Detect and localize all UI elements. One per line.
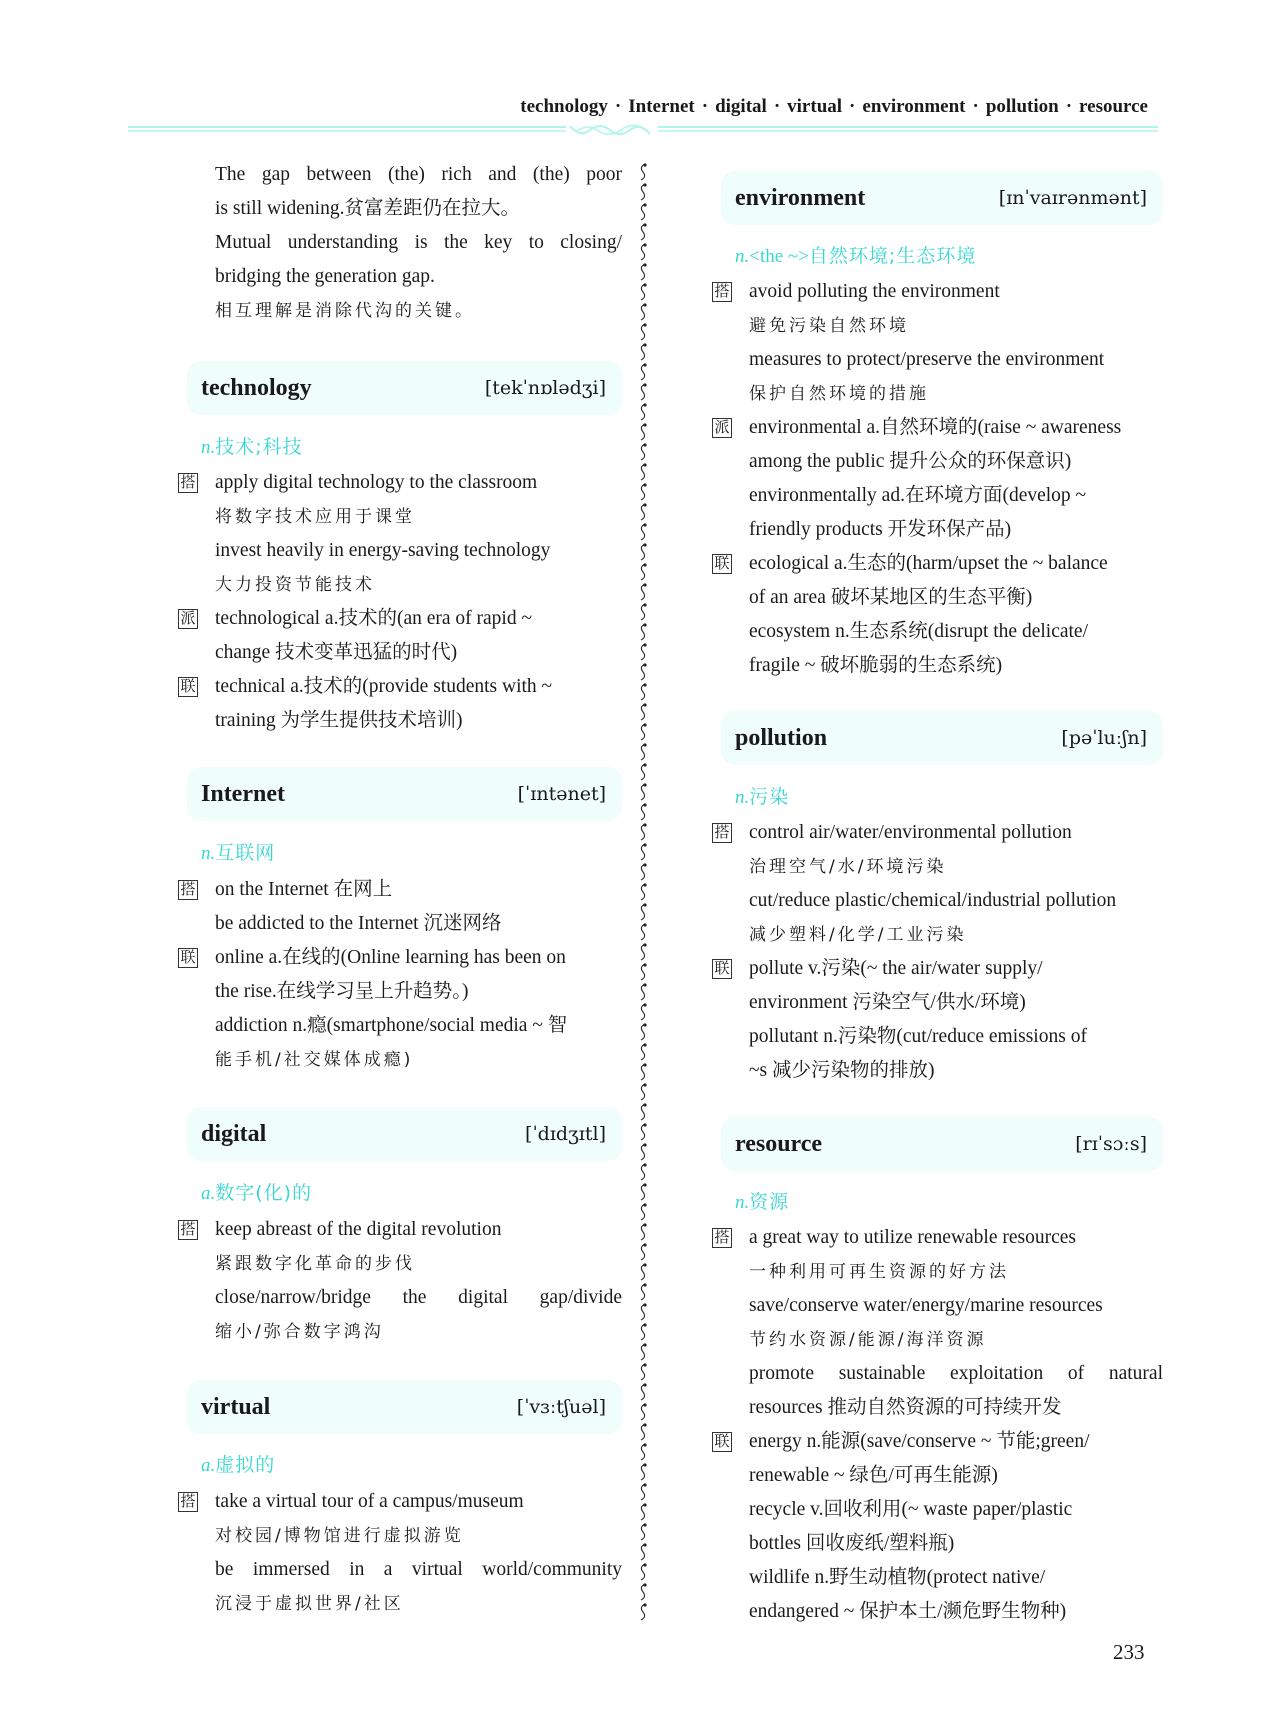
- collocation-translation: 避免污染自然环境: [749, 316, 909, 336]
- tag-related-icon: 联: [712, 1432, 732, 1452]
- related-line: wildlife n.野生动植物(protect native/: [749, 1567, 1046, 1588]
- entry-body-pollution: [714, 816, 1163, 1088]
- part-of-speech: [201, 432, 303, 462]
- example-line: is still widening.贫富差距仍在拉大。: [215, 198, 520, 219]
- tag-derivative-icon: 派: [178, 609, 198, 629]
- example-translation: 相互理解是消除代沟的关键。: [215, 301, 475, 321]
- derivative-line: 派 technological a.技术的(an era of rapid ~: [187, 602, 622, 636]
- related-line: 能手机/社交媒体成瘾): [215, 1050, 414, 1070]
- continuation-examples: [187, 158, 622, 328]
- definition: 数字(化)的: [215, 1182, 313, 1204]
- related-line: bottles 回收废纸/塑料瓶): [749, 1533, 955, 1554]
- tag-collocation-icon: 搭: [178, 1492, 198, 1512]
- phonetic: [ɪnˈvaɪrənmənt]: [998, 187, 1147, 209]
- collocation-line: 搭 apply digital technology to the classroom: [187, 466, 622, 500]
- running-head-word: technology: [520, 96, 608, 117]
- part-of-speech: [201, 1178, 312, 1208]
- entry-header-pollution: [721, 711, 1163, 765]
- related-line: 联 technical a.技术的(provide students with ~: [187, 670, 622, 704]
- derivative-line: among the public 提升公众的环保意识): [749, 451, 1072, 472]
- collocation-line: measures to protect/preserve the environment: [749, 349, 1105, 370]
- collocation-translation: 缩小/弥合数字鸿沟: [215, 1322, 384, 1342]
- phonetic: [tekˈnɒlədʒi]: [484, 377, 606, 399]
- separator: ·: [701, 96, 709, 117]
- definition: 互联网: [215, 842, 276, 864]
- separator: ·: [1065, 96, 1073, 117]
- phonetic: [ˈɪntənet]: [517, 783, 606, 805]
- collocation-translation: 紧跟数字化革命的步伐: [215, 1254, 415, 1274]
- collocation-line: 搭 take a virtual tour of a campus/museum: [187, 1485, 622, 1519]
- part-of-speech: [735, 241, 976, 271]
- collocation-translation: 节约水资源/能源/海洋资源: [749, 1330, 987, 1350]
- derivative-line: environmentally ad.在环境方面(develop ~: [749, 485, 1087, 506]
- related-line: ecosystem n.生态系统(disrupt the delicate/: [749, 621, 1089, 642]
- collocation-translation: 大力投资节能技术: [215, 575, 375, 595]
- tag-collocation-icon: 搭: [178, 473, 198, 493]
- pos-label: n.: [201, 437, 216, 458]
- derivative-line: change 技术变革迅猛的时代): [215, 642, 458, 663]
- collocation-translation: 对校园/博物馆进行虚拟游览: [215, 1526, 464, 1546]
- example-line: Mutual understanding is the key to closing/: [215, 232, 622, 253]
- separator: ·: [849, 96, 856, 117]
- running-head-word: environment: [862, 96, 966, 117]
- running-head-word: digital: [715, 96, 767, 117]
- related-line: fragile ~ 破坏脆弱的生态系统): [749, 655, 1003, 676]
- collocation-translation: 保护自然环境的措施: [749, 384, 929, 404]
- entry-body-virtual: [180, 1485, 622, 1621]
- related-line: environment 污染空气/供水/环境): [749, 992, 1026, 1013]
- pos-label: a.: [201, 1183, 216, 1204]
- collocation-line: invest heavily in energy-saving technology: [215, 540, 551, 561]
- headword: Internet: [201, 780, 285, 807]
- collocation-translation: 减少塑料/化学/工业污染: [749, 925, 967, 945]
- pos-note: <the ~>: [749, 246, 809, 267]
- headword: pollution: [735, 724, 828, 751]
- related-line: the rise.在线学习呈上升趋势。): [215, 981, 469, 1002]
- part-of-speech: [201, 1450, 275, 1480]
- entry-header-internet: [187, 767, 622, 821]
- entry-header-resource: [721, 1117, 1163, 1171]
- related-line: 联 energy n.能源(save/conserve ~ 节能;green/: [721, 1425, 1163, 1459]
- related-line: pollutant n.污染物(cut/reduce emissions of: [749, 1026, 1087, 1047]
- collocation-translation: 将数字技术应用于课堂: [215, 507, 415, 527]
- collocation-translation: 治理空气/水/环境污染: [749, 857, 947, 877]
- related-line: 联 pollute v.污染(~ the air/water supply/: [721, 952, 1163, 986]
- entry-header-environment: [721, 171, 1163, 225]
- pos-label: n.: [735, 787, 750, 808]
- related-line: renewable ~ 绿色/可再生能源): [749, 1465, 998, 1486]
- tag-collocation-icon: 搭: [712, 282, 732, 302]
- related-line: 联 online a.在线的(Online learning has been on: [187, 941, 622, 975]
- related-line: recycle v.回收利用(~ waste paper/plastic: [749, 1499, 1073, 1520]
- collocation-line: 搭 a great way to utilize renewable resources: [721, 1221, 1163, 1255]
- tag-derivative-icon: 派: [712, 418, 732, 438]
- headword: resource: [735, 1130, 823, 1157]
- definition: 技术;科技: [215, 436, 303, 458]
- tag-related-icon: 联: [178, 948, 198, 968]
- pos-label: n.: [735, 246, 750, 267]
- collocation-line: cut/reduce plastic/chemical/industrial pollution: [749, 890, 1117, 911]
- phonetic: [ˈvɜːtʃuəl]: [516, 1396, 606, 1418]
- part-of-speech: [735, 1187, 789, 1217]
- related-line: ~s 减少污染物的排放): [749, 1060, 935, 1081]
- running-head-word: pollution: [985, 96, 1059, 117]
- pos-label: a.: [201, 1455, 216, 1476]
- tag-collocation-icon: 搭: [712, 1228, 732, 1248]
- definition: 资源: [749, 1191, 790, 1213]
- running-head-word: Internet: [628, 96, 695, 117]
- entry-body-internet: [180, 873, 622, 1077]
- running-head-word: resource: [1079, 96, 1148, 117]
- entry-body-technology: [180, 466, 622, 738]
- collocation-line: resources 推动自然资源的可持续开发: [749, 1397, 1062, 1418]
- phonetic: [rɪˈsɔːs]: [1075, 1133, 1147, 1155]
- entry-header-technology: [187, 361, 622, 415]
- entry-body-resource: [714, 1221, 1163, 1629]
- tag-related-icon: 联: [712, 554, 732, 574]
- phonetic: [ˈdɪdʒɪtl]: [525, 1123, 606, 1145]
- collocation-line: 搭 avoid polluting the environment: [721, 275, 1163, 309]
- collocation-translation: 沉浸于虚拟世界/社区: [215, 1594, 404, 1614]
- entry-body-digital: [180, 1213, 622, 1349]
- tag-collocation-icon: 搭: [712, 823, 732, 843]
- running-head: [520, 96, 1148, 118]
- related-line: 联 ecological a.生态的(harm/upset the ~ balance: [721, 547, 1163, 581]
- tag-related-icon: 联: [712, 959, 732, 979]
- derivative-line: friendly products 开发环保产品): [749, 519, 1012, 540]
- collocation-line: save/conserve water/energy/marine resources: [749, 1295, 1103, 1316]
- definition: 污染: [749, 786, 790, 808]
- entry-header-virtual: [187, 1380, 622, 1434]
- collocation-translation: 一种利用可再生资源的好方法: [749, 1262, 1009, 1282]
- derivative-line: 派 environmental a.自然环境的(raise ~ awareness: [721, 411, 1163, 445]
- collocation-line: 搭 control air/water/environmental pollution: [721, 816, 1163, 850]
- related-line: training 为学生提供技术培训): [215, 710, 463, 731]
- definition: 虚拟的: [215, 1454, 276, 1476]
- collocation-line: promote sustainable exploitation of natural: [749, 1363, 1163, 1384]
- example-line: The gap between (the) rich and (the) poor: [215, 164, 622, 185]
- headword: virtual: [201, 1393, 271, 1420]
- phonetic: [pəˈluːʃn]: [1061, 727, 1147, 749]
- collocation-line: close/narrow/bridge the digital gap/divide: [215, 1287, 622, 1308]
- collocation-line: 搭 keep abreast of the digital revolution: [187, 1213, 622, 1247]
- collocation-line: be addicted to the Internet 沉迷网络: [215, 913, 502, 934]
- page-number: 233: [1113, 1640, 1145, 1664]
- pos-label: n.: [201, 843, 216, 864]
- tag-collocation-icon: 搭: [178, 1220, 198, 1240]
- header-ornament-rule: [128, 124, 1158, 136]
- headword: technology: [201, 374, 312, 401]
- entry-header-digital: [187, 1107, 622, 1161]
- part-of-speech: [201, 838, 275, 868]
- running-head-word: virtual: [787, 96, 843, 117]
- related-line: addiction n.瘾(smartphone/social media ~ 智: [215, 1015, 568, 1036]
- column-divider: [636, 162, 650, 1622]
- related-line: endangered ~ 保护本土/濒危野生物种): [749, 1601, 1067, 1622]
- tag-collocation-icon: 搭: [178, 880, 198, 900]
- headword: environment: [735, 184, 866, 211]
- separator: ·: [614, 96, 622, 117]
- tag-related-icon: 联: [178, 677, 198, 697]
- headword: digital: [201, 1120, 267, 1147]
- related-line: of an area 破坏某地区的生态平衡): [749, 587, 1033, 608]
- separator: ·: [972, 96, 979, 117]
- collocation-line: 搭 on the Internet 在网上: [187, 873, 622, 907]
- pos-label: n.: [735, 1192, 750, 1213]
- example-line: bridging the generation gap.: [215, 266, 435, 287]
- part-of-speech: [735, 782, 789, 812]
- separator: ·: [773, 96, 781, 117]
- collocation-line: be immersed in a virtual world/community: [215, 1559, 622, 1580]
- definition: 自然环境;生态环境: [808, 245, 977, 267]
- entry-body-environment: [714, 275, 1163, 683]
